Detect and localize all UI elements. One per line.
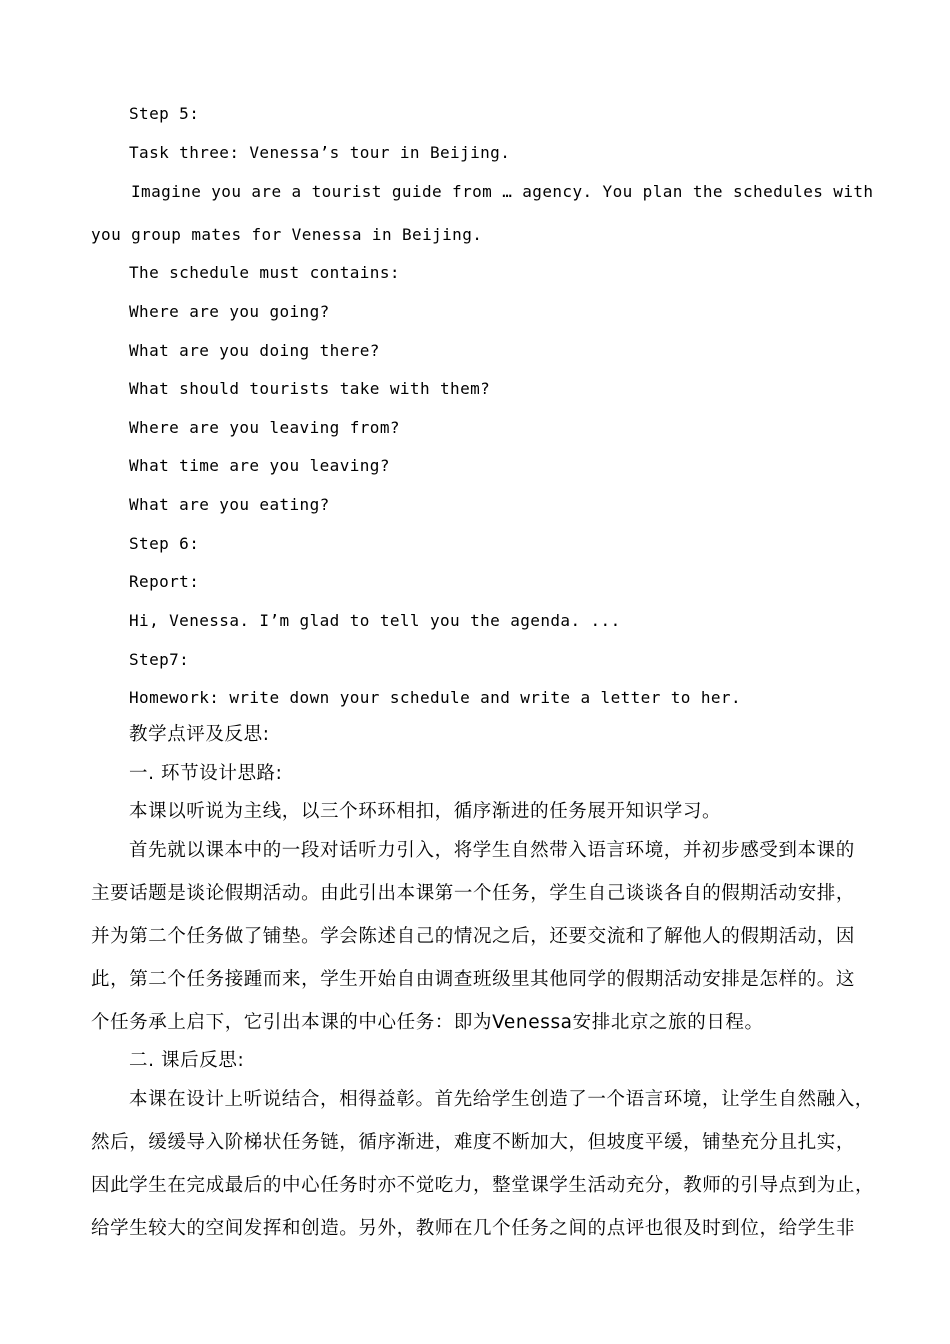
task-three-title: Task three: Venessa’s tour in Beijing.: [129, 143, 511, 162]
section1-paragraph-2-line: 主要话题是谈论假期活动。由此引出本课第一个任务，学生自己谈谈各自的假期活动安排，: [91, 883, 856, 904]
section1-paragraph-2-line: 此，第二个任务接踵而来，学生开始自由调查班级里其他同学的假期活动安排是怎样的。这: [91, 969, 856, 990]
section2-paragraph-line: 本课在设计上听说结合，相得益彰。首先给学生创造了一个语言环境，让学生自然融入，: [129, 1089, 874, 1110]
question-item: What are you eating?: [129, 495, 330, 514]
step5-label: Step 5:: [129, 104, 200, 123]
section2-heading: 二. 课后反思:: [129, 1050, 245, 1071]
schedule-contains-label: The schedule must contains:: [129, 263, 400, 282]
question-item: What are you doing there?: [129, 341, 380, 360]
reflection-heading: 教学点评及反思:: [129, 724, 270, 745]
question-item: What should tourists take with them?: [129, 379, 491, 398]
section2-paragraph-line: 然后，缓缓导入阶梯状任务链，循序渐进，难度不断加大，但坡度平缓，铺垫充分且扎实，: [91, 1132, 856, 1153]
section1-paragraph-1: 本课以听说为主线，以三个环环相扣，循序渐进的任务展开知识学习。: [129, 801, 722, 822]
question-item: What time are you leaving?: [129, 456, 390, 475]
question-item: Where are you going?: [129, 302, 330, 321]
section2-paragraph-line: 因此学生在完成最后的中心任务时亦不觉吃力，整堂课学生活动充分，教师的引导点到为止，: [91, 1175, 875, 1196]
task-prompt-line-2: you group mates for Venessa in Beijing.: [91, 225, 483, 244]
task-prompt-line-1: Imagine you are a tourist guide from … agency. You plan the schedules with: [131, 182, 874, 201]
question-item: Where are you leaving from?: [129, 418, 400, 437]
report-label: Report:: [129, 572, 200, 591]
step6-label: Step 6:: [129, 534, 200, 553]
report-text: Hi, Venessa. I’m glad to tell you the agenda. ...: [129, 611, 621, 630]
section1-paragraph-2-line: 首先就以课本中的一段对话听力引入，将学生自然带入语言环境，并初步感受到本课的: [129, 840, 855, 861]
section1-paragraph-2-line: 并为第二个任务做了铺垫。学会陈述自己的情况之后，还要交流和了解他人的假期活动，因: [91, 926, 856, 947]
homework-text: Homework: write down your schedule and write a letter to her.: [129, 688, 742, 707]
section2-paragraph-line: 给学生较大的空间发挥和创造。另外，教师在几个任务之间的点评也很及时到位，给学生非: [91, 1218, 856, 1239]
step7-label: Step7:: [129, 650, 190, 669]
section1-heading: 一. 环节设计思路:: [129, 763, 283, 784]
section1-paragraph-2-line: 个任务承上启下，它引出本课的中心任务：即为Venessa安排北京之旅的日程。: [91, 1012, 764, 1033]
